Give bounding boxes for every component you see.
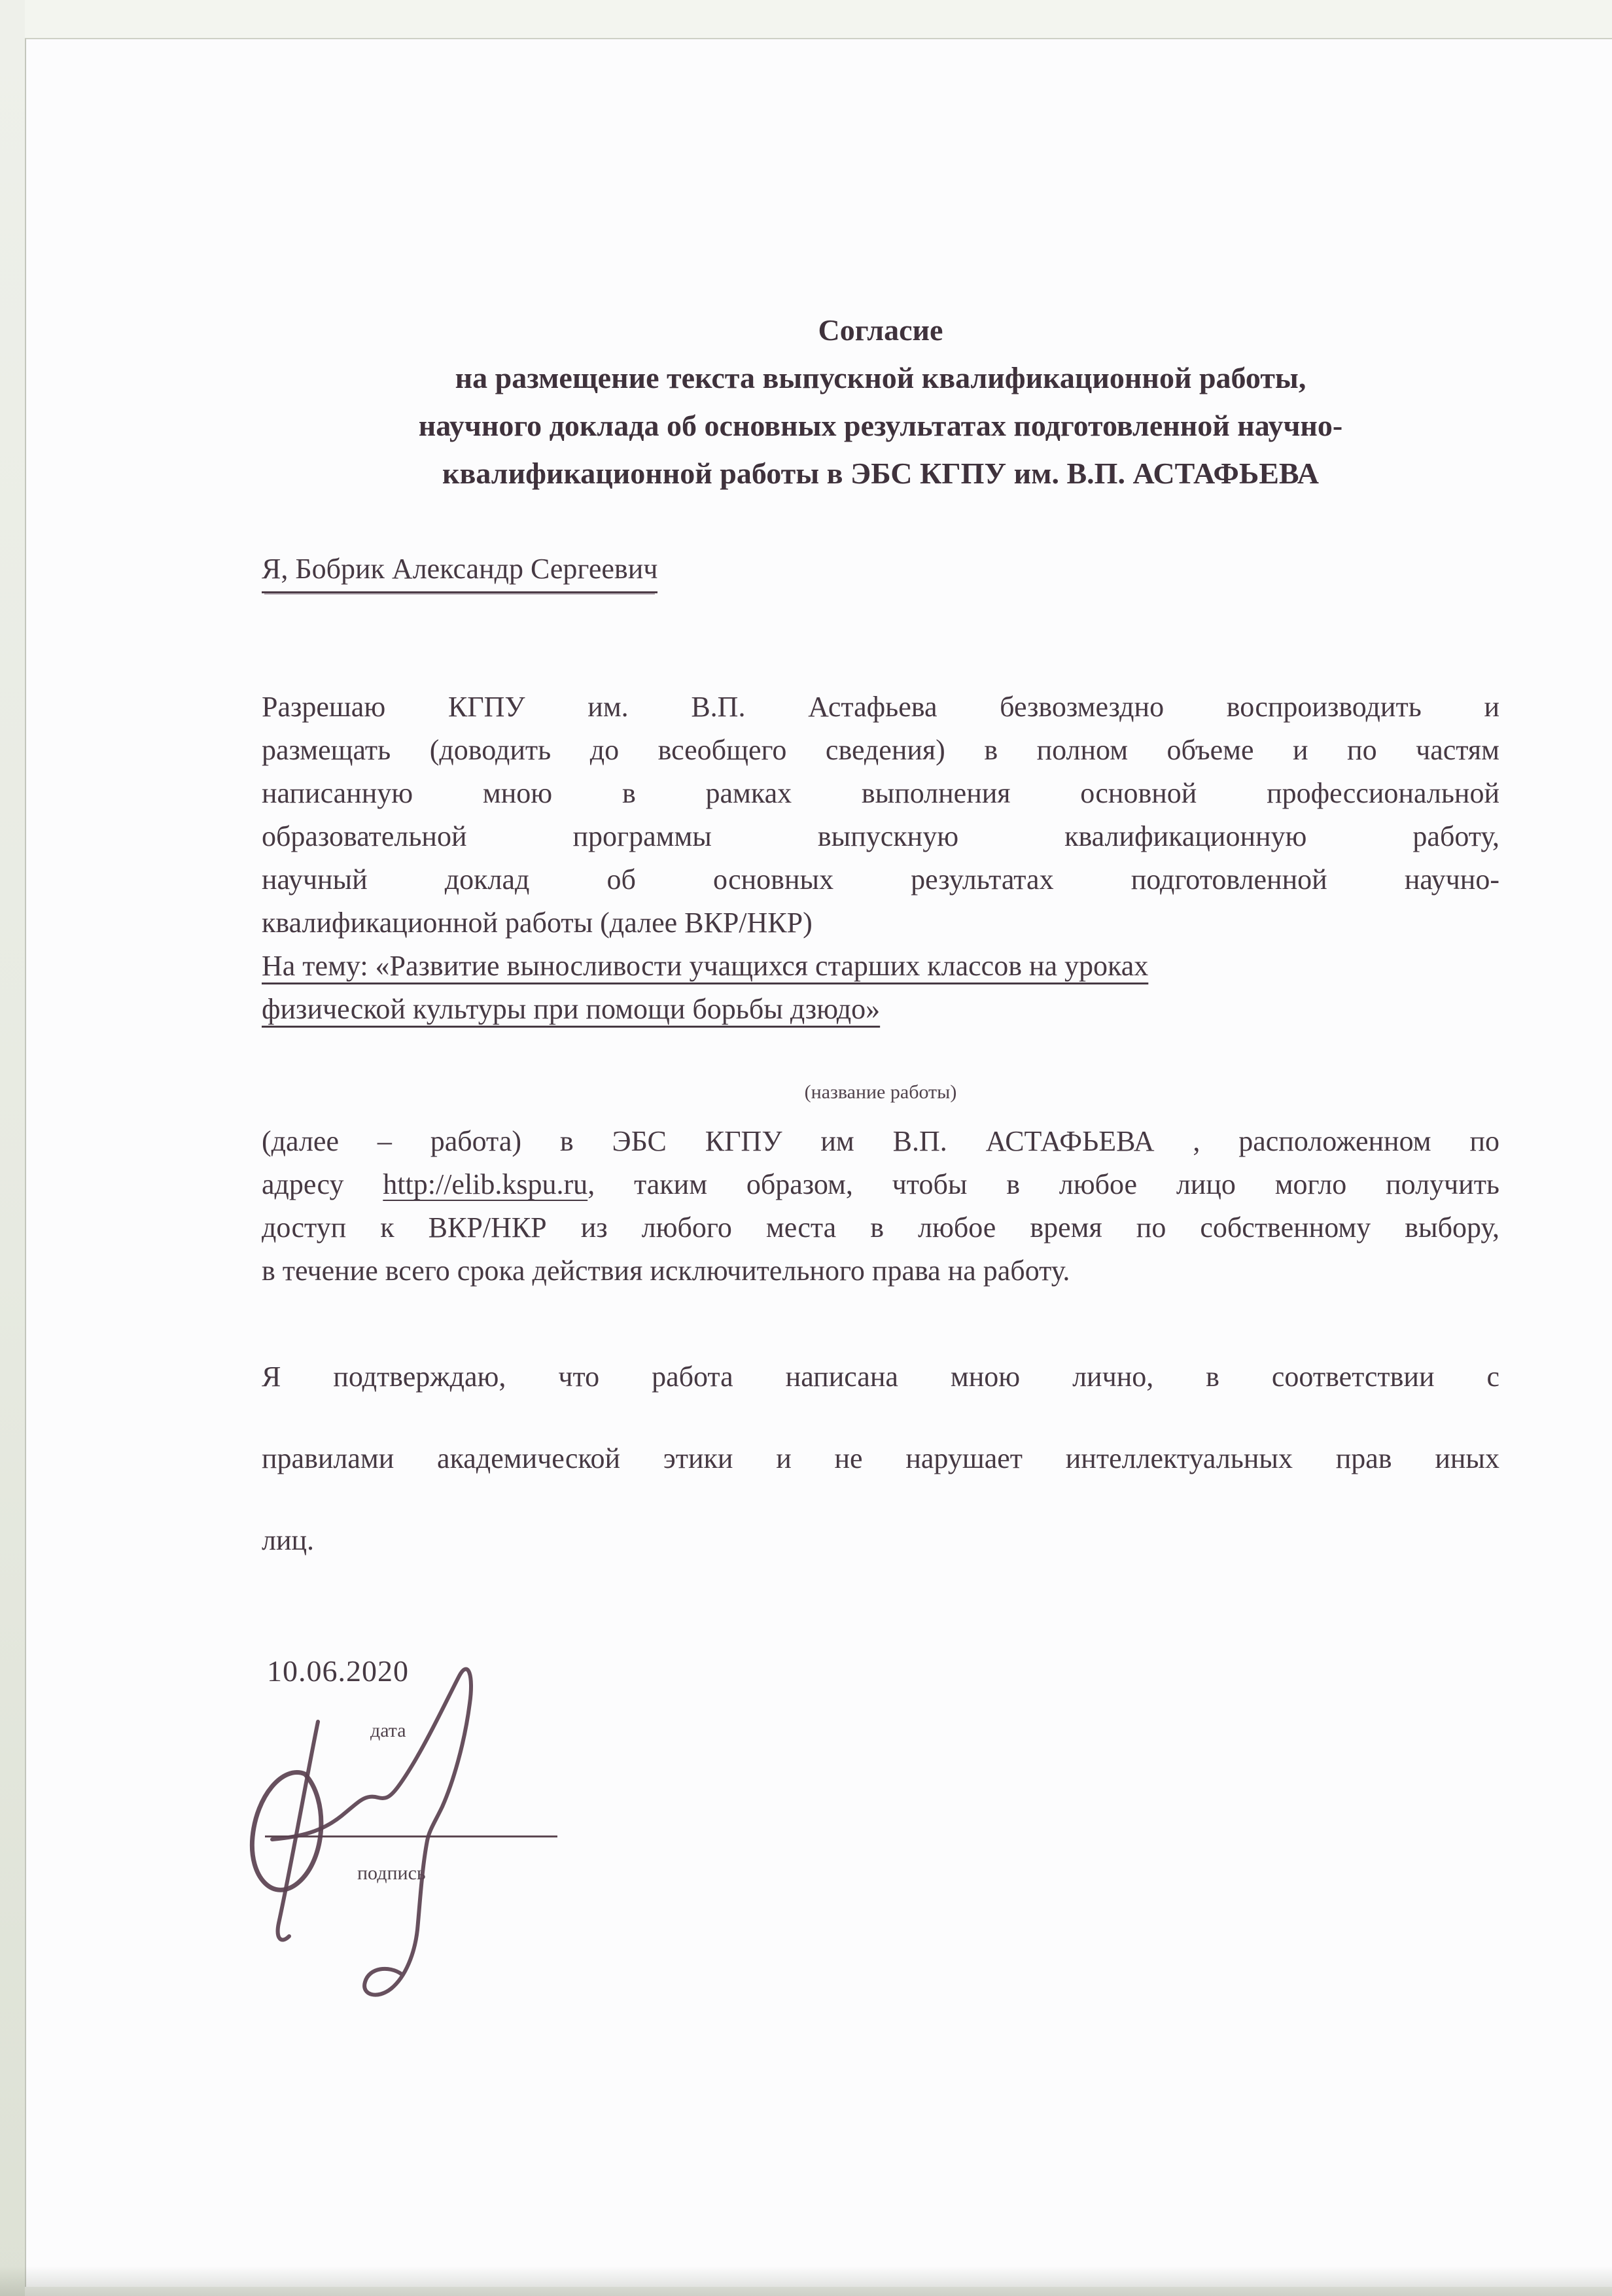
access-line-2-suffix: , таким образом, чтобы в любое лицо могло получить	[587, 1168, 1499, 1200]
permission-line-4: образовательной программы выпускную квалификационную работу,	[262, 820, 1499, 852]
confirmation-line-2: правилами академической этики и не нарушает интеллектуальных прав иных	[262, 1442, 1499, 1474]
work-title-caption: (название работы)	[804, 1081, 957, 1103]
signature-flourish-stroke	[272, 1669, 471, 1995]
confirmation-line-3: лиц.	[262, 1524, 315, 1556]
scanner-shadow-bottom	[0, 2266, 1612, 2296]
document-title	[262, 306, 1499, 497]
permission-line-5: научный доклад об основных результатах подготовленной научно-	[262, 863, 1499, 896]
access-paragraph	[262, 1120, 1499, 1293]
access-line-4: в течение всего срока действия исключительного права на работу.	[262, 1255, 1070, 1287]
signature-scribble	[241, 1661, 529, 2015]
confirmation-line-1: Я подтверждаю, что работа написана мною лично, в соответствии с	[262, 1361, 1499, 1393]
date-label: дата	[370, 1720, 406, 1741]
elib-url-text: http://elib.kspu.ru	[383, 1168, 588, 1200]
permission-line-1: Разрешаю КГПУ им. В.П. Астафьева безвозмездно воспроизводить и	[262, 691, 1499, 723]
document-title-line-2: на размещение текста выпускной квалификационной работы,	[455, 361, 1306, 394]
permission-line-6: квалификационной работы (далее ВКР/НКР)	[262, 907, 813, 939]
declarant-name-line: Я, Бобрик Александр Сергеевич	[262, 549, 657, 593]
access-line-1: (далее – работа) в ЭБС КГПУ им В.П. АСТАФЬЕВА , расположенном по	[262, 1125, 1499, 1157]
signature-label: подпись	[357, 1862, 426, 1884]
access-line-2-prefix: адресу	[262, 1168, 383, 1200]
document-title-line-1: Согласие	[818, 313, 943, 347]
document-title-line-3: научного доклада об основных результатах подготовленной научно-	[418, 409, 1343, 442]
topic-line-2: физической культуры при помощи борьбы дзюдо»	[262, 993, 881, 1025]
access-line-2	[262, 1163, 1499, 1206]
confirmation-paragraph	[262, 1355, 1499, 1562]
document-title-line-4: квалификационной работы в ЭБС КГПУ им. В.П. АСТАФЬЕВА	[442, 457, 1319, 490]
permission-line-2: размещать (доводить до всеобщего сведения) в полном объеме и по частям	[262, 734, 1499, 766]
access-line-3: доступ к ВКР/НКР из любого места в любое время по собственному выбору,	[262, 1211, 1499, 1244]
topic-line-1: На тему: «Развитие выносливости учащихся старших классов на уроках	[262, 950, 1149, 982]
permission-paragraph	[262, 686, 1499, 1031]
date-value: 10.06.2020	[267, 1654, 409, 1688]
permission-line-3: написанную мною в рамках выполнения основной профессиональной	[262, 777, 1499, 809]
